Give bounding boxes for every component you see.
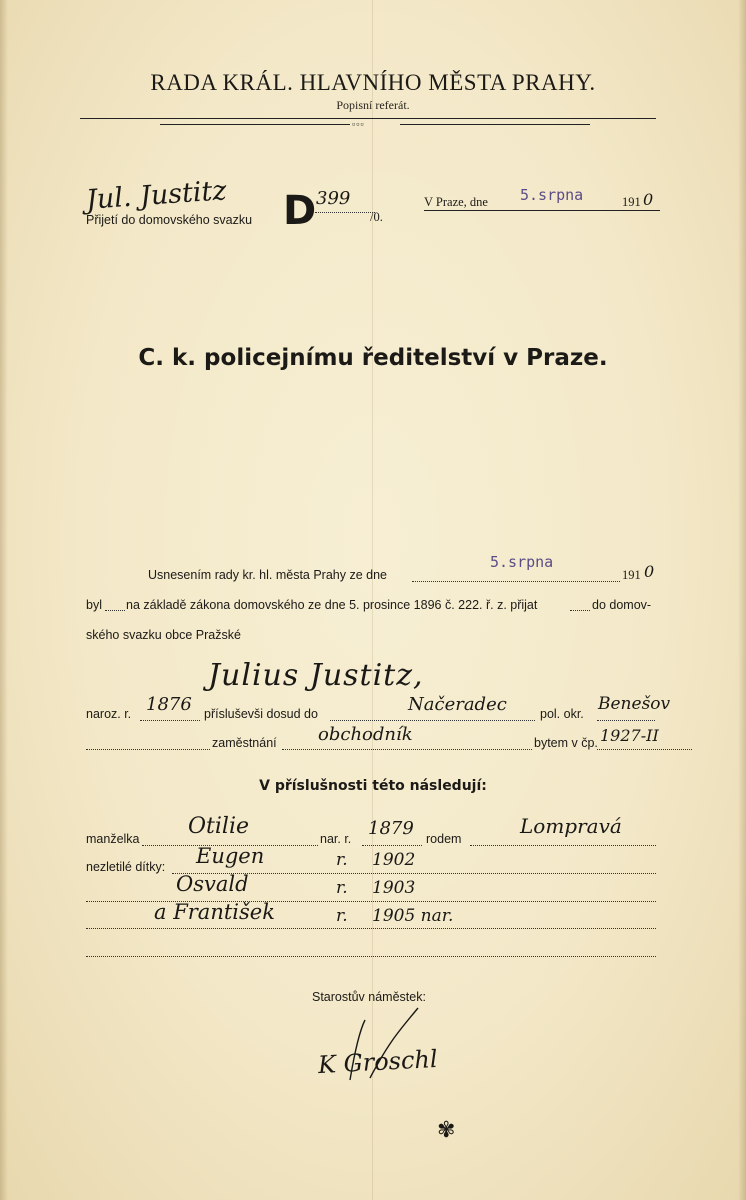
born-line: [140, 720, 200, 721]
child-year-1: 1902: [372, 850, 416, 870]
child-year-2: 1903: [372, 878, 416, 898]
resolution-text: Usnesením rady kr. hl. města Prahy ze dne: [148, 568, 387, 582]
year-hand-top: 0: [643, 190, 654, 209]
law-text: na základě zákona domovského ze dne 5. prosince 1896 č. 222. ř. z. přijat: [126, 598, 538, 612]
district-label: pol. okr.: [540, 707, 584, 721]
wife-born-line: [362, 845, 422, 846]
children-label: nezletilé dítky:: [86, 860, 166, 874]
file-number-suffix: /0.: [370, 210, 383, 224]
year-printed-body: 191: [622, 568, 641, 582]
signature-flourish: [330, 1000, 440, 1090]
place-line: [330, 720, 535, 721]
place-date-label: V Praze, dne: [424, 195, 488, 209]
file-number-line: [315, 212, 375, 213]
residence-label: bytem v čp.: [534, 736, 598, 750]
header-rule-right: [400, 124, 590, 125]
residence-hand: 1927-II: [600, 726, 659, 745]
district-line: [597, 720, 655, 721]
signature-hand: K Groschl: [317, 1044, 439, 1080]
date-stamp-top: 5.srpna: [520, 186, 584, 204]
header-ornament: ▫▫▫: [352, 119, 365, 129]
wife-born-label: nar. r.: [320, 832, 352, 846]
handwritten-surname: Jul. Justitz: [85, 175, 228, 216]
admission-label: Přijetí do domovského svazku: [86, 213, 253, 227]
date-underline: [424, 210, 660, 211]
wife-maiden-line: [470, 845, 656, 846]
residence-line: [597, 749, 692, 750]
born-label: naroz. r.: [86, 707, 132, 721]
wife-maiden-hand: Lompravá: [520, 814, 622, 838]
district-hand: Benešov: [598, 694, 671, 714]
child-prefix-2: r.: [336, 878, 348, 898]
child-name-2: Osvald: [176, 872, 249, 896]
child-line-4: [86, 956, 656, 957]
flower-ornament-icon: ✾: [437, 1117, 456, 1142]
recipient-heading: C. k. policejnímu ředitelství v Praze.: [138, 345, 608, 371]
paper-edge-right: [738, 0, 746, 1200]
child-year-3: 1905 nar.: [372, 906, 454, 926]
accepted-line: [570, 610, 590, 611]
file-number-hand: 399: [316, 188, 351, 209]
belonging-label: přísluševši dosud do: [204, 707, 318, 721]
domov-word: do domov-: [592, 598, 652, 612]
year-hand-body: 0: [644, 562, 655, 581]
council-title: RADA KRÁL. HLAVNÍHO MĚSTA PRAHY.: [150, 70, 596, 95]
wife-name-hand: Otilie: [188, 814, 250, 839]
office-subtitle: Popisní referát.: [336, 98, 410, 112]
paper-edge-left: [0, 0, 8, 1200]
born-year-hand: 1876: [146, 694, 192, 715]
child-name-1: Eugen: [196, 844, 265, 868]
wife-born-hand: 1879: [368, 818, 414, 839]
wife-label: manželka: [86, 832, 140, 846]
occupation-line: [282, 749, 532, 750]
birthplace-hand: Načeradec: [408, 694, 507, 715]
occupation-leading-line: [86, 749, 210, 750]
year-printed-top: 191: [622, 195, 641, 209]
handwritten-full-name: Julius Justitz,: [208, 658, 424, 693]
family-section-title: V příslušnosti této následují:: [259, 778, 487, 794]
municipality-text: ského svazku obce Pražské: [86, 628, 241, 642]
resolution-date-line: [412, 581, 620, 582]
signature-label: Starostův náměstek:: [312, 990, 426, 1004]
child-line-3: [86, 928, 656, 929]
child-name-3: a František: [154, 900, 275, 924]
byl-line: [105, 610, 125, 611]
file-letter: D: [283, 188, 317, 234]
header-rule-top: [80, 118, 656, 119]
byl-word: byl: [86, 598, 102, 612]
occupation-label: zaměstnání: [212, 736, 277, 750]
occupation-hand: obchodník: [318, 724, 413, 745]
date-stamp-body: 5.srpna: [490, 553, 554, 571]
child-prefix-3: r.: [336, 906, 348, 926]
wife-maiden-label: rodem: [426, 832, 462, 846]
child-prefix-1: r.: [336, 850, 348, 870]
header-rule-left: [160, 124, 350, 125]
